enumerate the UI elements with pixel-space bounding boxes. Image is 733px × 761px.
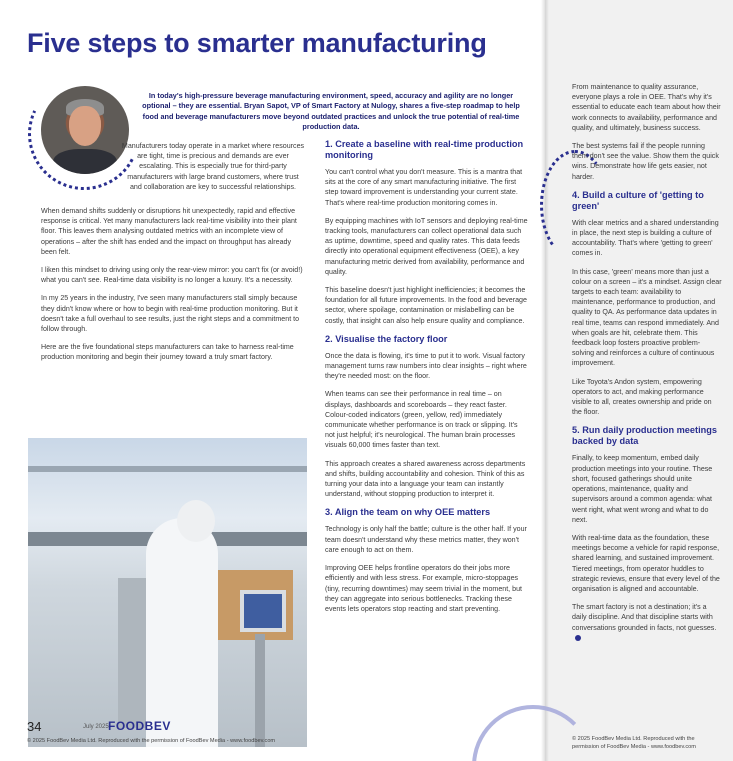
page-number: 34 [27,719,42,734]
body-paragraph: When demand shifts suddenly or disruptions hit unexpectedly, rapid and effective response is critical. Yet many manufacturers lack real-time visibility into their plant floor. This leaves them analysing outdated metrics with an incomplete view of operations – after the shift has ended and the impact on throughput has already been felt. [41,207,297,256]
body-paragraph: When teams can see their performance in real time – on displays, dashboards and scoreboards – they react faster. Colour-coded indicators (green, yellow, red) immediately communicate whether performance is on track or slipping. It's not just helpful; it's neurological. The human brain processes visuals 60,000 times faster than text. [325,390,518,450]
body-paragraph: With real-time data as the foundation, these meetings become a vehicle for rapid response, shared learning, and sustained improvement. Tiered meetings, from operator huddles to strategic reviews, ensure that every level of the organisation is aligned and accountable. [572,533,720,593]
photo-screen-stand [255,634,265,747]
photo-ceiling-beam [28,466,307,472]
body-paragraph: I liken this mindset to driving using only the rear-view mirror: you can't fix (or avoid!) what you can't see. Real-time data visibility is no longer a luxury. It's a necessity. [41,266,303,285]
page-spine [541,0,549,761]
closing-text: The smart factory is not a destination; it's a daily discipline. And that discipline starts with conversations grounded in facts, not guesses. [572,603,717,632]
lead-paragraph: Manufacturers today operate in a market where resources are tight, time is precious and demands are ever escalating. This is especially true for third-party manufacturers with large brand customers, where trust and collaboration are key to successful relationships. [121,142,305,191]
end-mark-icon [575,635,581,641]
column-two [325,139,528,622]
body-paragraph: With clear metrics and a shared understanding in place, the next step is building a culture of accountability. That's where 'getting to green' comes in. [572,218,719,258]
factory-worker-photo [28,438,307,747]
photo-touchscreen [240,590,286,632]
body-paragraph: Like Toyota's Andon system, empowering operators to act, and making performance visible to all, creates ownership and pride on the floor. [572,377,712,417]
step-5-heading: 5. Run daily production meetings backed by data [572,425,717,447]
author-portrait [41,86,129,174]
portrait-shirt [53,149,117,174]
body-paragraph: In my 25 years in the industry, I've seen many manufacturers stall simply because they didn't know where or how to begin with real-time production monitoring. But it doesn't take a full overhaul to see results, just the right steps and a commitment to follow through. [41,294,300,334]
body-paragraph: Once the data is flowing, it's time to put it to work. Visual factory management turns raw numbers into clear insights – right where they're needed most: on the floor. [325,351,527,381]
body-paragraph: By equipping machines with IoT sensors and deploying real-time tracking tools, manufacturers can collect operational data such as uptime, downtime, speed and quality rates. This data feeds directly into operational equipment effectiveness (OEE), a key manufacturing metric derived from availability, performance and quality. [325,216,528,276]
column-three [572,82,722,651]
portrait-face [69,106,101,146]
copyright-right: © 2025 FoodBev Media Ltd. Reproduced with the permission of FoodBev Media - www.foodbev.com [572,736,696,750]
photo-worker [146,518,218,747]
column-one-body [41,206,304,371]
page-title: Five steps to smarter manufacturing [27,28,487,58]
brand-logo: FOODBEV [108,719,171,733]
body-paragraph: You can't control what you don't measure. This is a mantra that sits at the core of any smart manufacturing initiative. The first step toward improvement is understanding your current state. That's where real-time production monitoring comes in. [325,168,523,207]
photo-worker-head [177,500,215,542]
body-paragraph: Finally, to keep momentum, embed daily production meetings into your routine. These short, focused gatherings should unite operations, maintenance, quality and supervisors around a common agenda: what went right, what went wrong and what to do next. [572,454,713,524]
body-paragraph: The best systems fail if the people running them don't see the value. Show them the quick wins. Demonstrate how life gets easier, not harder. [572,142,719,181]
body-paragraph: In this case, 'green' means more than just a colour on a screen – it's a mindset. Assign clear targets to each team: availability to maintenance, performance to production, and quality to QA. As performance data updates in real time, teams can respond immediately. And when goals are hit, celebrate them. This feedback loop fosters proactive problem-solving and reinforces a culture of continuous improvement. [572,267,722,368]
column-one-lead [121,141,305,200]
body-paragraph: This baseline doesn't just highlight inefficiencies; it becomes the foundation for all future improvements. In the food and beverage sector, where spoilage, contamination or mislabelling can be costly, that insight can also help ensure quality and compliance. [325,286,527,325]
closing-paragraph [572,602,722,643]
body-paragraph: Here are the five foundational steps manufacturers can take to harness real-time production monitoring and begin their journey toward a truly smart factory. [41,343,294,362]
body-paragraph: Improving OEE helps frontline operators do their jobs more efficiently and with less stress. For example, micro-stoppages (tiny, recurring downtimes) may seem trivial in the moment, but they can aggregate into serious bottlenecks. Tracking these events lets operators stop reacting and start preventing. [325,564,522,613]
intro-standfirst: In today's high-pressure beverage manufacturing environment, speed, accuracy and agility are no longer optional – they are essential. Bryan Sapot, VP of Smart Factory at Nulogy, shares a five-step roadmap to help food and beverage manufacturers move beyond outdated practices and unlock the true potential of real-time production data. [142,91,520,132]
body-paragraph: Technology is only half the battle; culture is the other half. If your team doesn't understand why these metrics matter, they won't care enough to act on them. [325,525,527,554]
step-2-heading: 2. Visualise the factory floor [325,333,448,344]
step-3-heading: 3. Align the team on why OEE matters [325,507,491,518]
step-1-heading: 1. Create a baseline with real-time production monitoring [325,139,524,160]
step-4-heading: 4. Build a culture of 'getting to green' [572,189,704,211]
copyright-left: © 2025 FoodBev Media Ltd. Reproduced with the permission of FoodBev Media - www.foodbev.com [27,738,276,744]
body-paragraph: From maintenance to quality assurance, everyone plays a role in OEE. That's why it's essential to educate each team about how their work connects to availability, performance and quality, and ultimately, business success. [572,83,721,132]
issue-date: July 2025 [83,724,109,730]
body-paragraph: This approach creates a shared awareness across departments and shifts, building accountability and cohesion. Think of this as turning your data into a language your team can instantly understand, without stopping production to interpret it. [325,459,526,499]
